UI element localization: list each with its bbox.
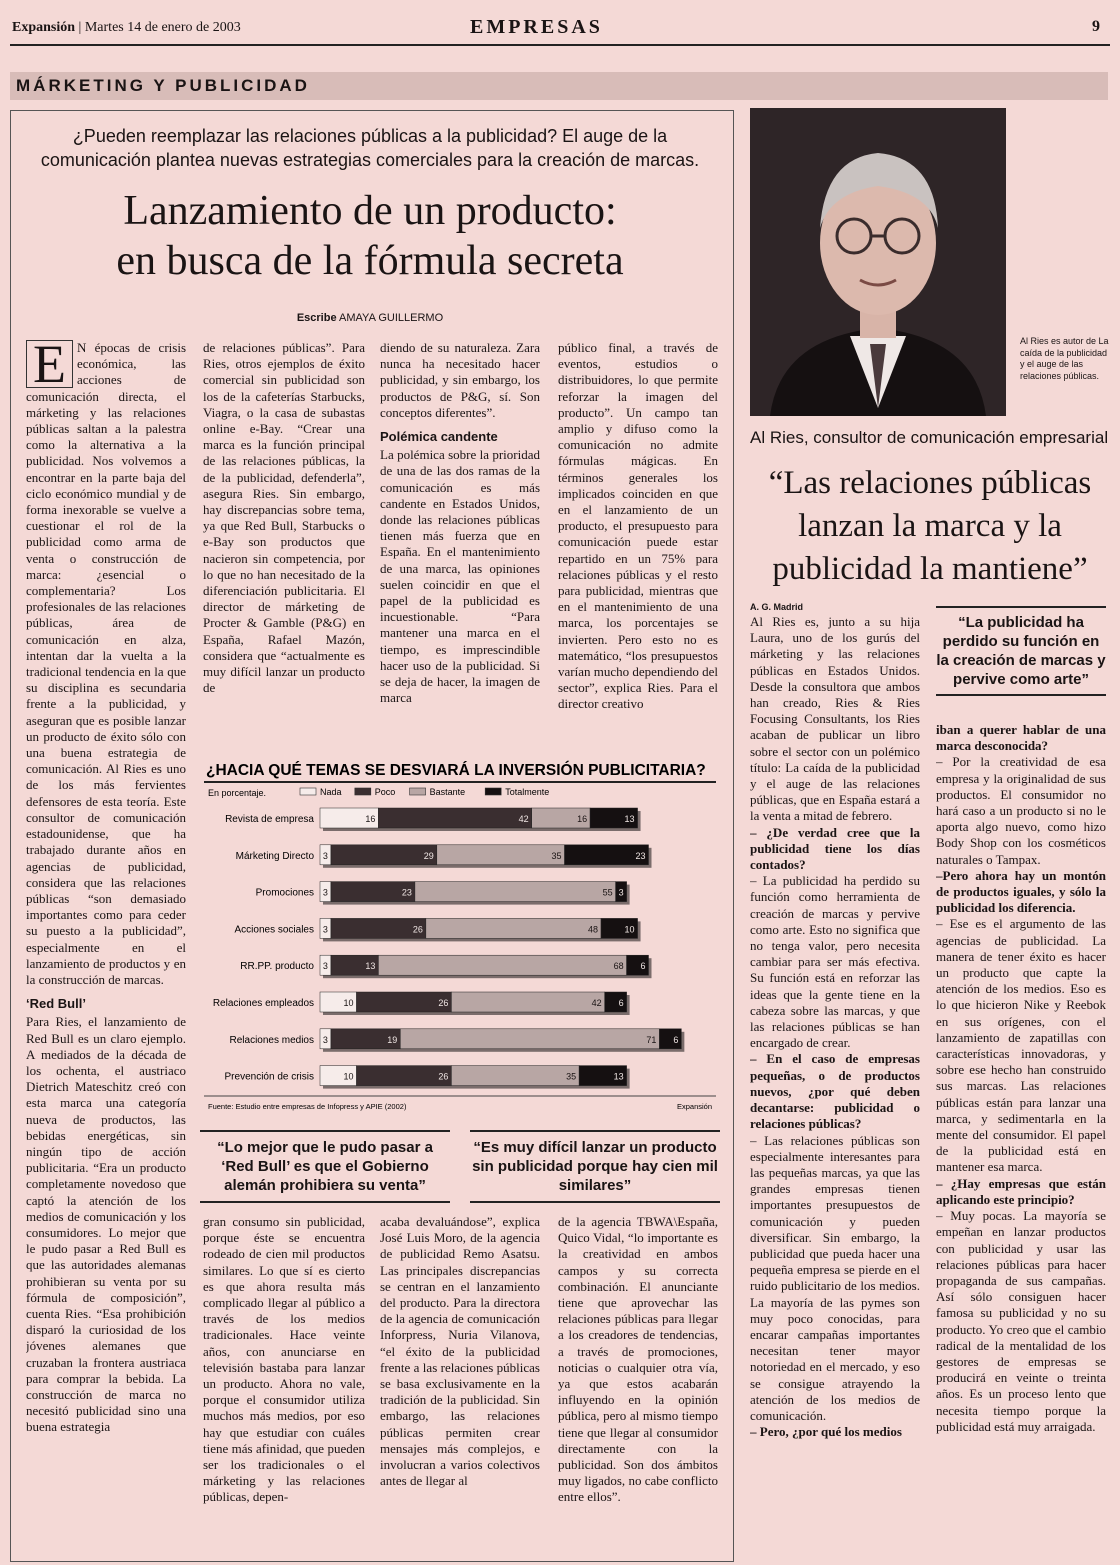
article-column-1	[26, 340, 186, 1560]
bar-5-1	[357, 992, 452, 1012]
byline-label: Escribe	[296, 312, 337, 324]
interview-q2: – En el caso de empresas pequeñas, o de productos nuevos, ¿por qué deben decantarse: publicidad o relaciones públicas?	[750, 1051, 920, 1132]
category-label-7: Prevención de crisis	[224, 1071, 314, 1083]
pullquote-red-bull-text: “Lo mejor que le pudo pasar a ‘Red Bull’ es que el Gobierno alemán prohibiera su venta”	[217, 1139, 433, 1194]
header-left: Expansión | Martes 14 de enero de 2003	[12, 20, 241, 35]
value-label-1-1: 29	[423, 850, 434, 861]
interview-title: “Las relaciones públicas lanzan la marca y la publicidad la mantiene”	[768, 465, 1092, 587]
investment-chart	[200, 756, 720, 1116]
interview-pullquote-text: “La publicidad ha perdido su función en la creación de marcas y pervive como arte”	[936, 614, 1106, 688]
article-column-3-lower	[380, 1214, 540, 1560]
category-label-2: Promociones	[255, 887, 314, 899]
category-label-4: RR.PP. producto	[240, 961, 314, 973]
value-label-6-1: 19	[387, 1034, 398, 1045]
page-header	[0, 0, 1120, 46]
category-label-5: Relaciones empleados	[212, 998, 314, 1009]
value-label-7-0: 10	[343, 1071, 354, 1082]
byline-author: AMAYA GUILLERMO	[339, 312, 444, 324]
value-label-6-2: 71	[646, 1034, 657, 1045]
pullquote-rule-bottom	[470, 1201, 720, 1203]
category-label-1: Márketing Directo	[235, 850, 314, 862]
section-bar-label: MÁRKETING Y PUBLICIDAD	[16, 76, 310, 95]
value-label-5-2: 42	[591, 998, 602, 1008]
interview-a3: – Por la creatividad de esa empresa y la originalidad de sus productos. El consumidor no hará caso a un producto si no le aporta algo nuevo, como hizo Body Shop con los cosméticos naturales o Tampax.	[936, 754, 1106, 867]
interview-q1: – ¿De verdad cree que la publicidad tiene los días contados?	[750, 824, 920, 873]
bar-7-2	[451, 1066, 579, 1086]
article-column-2	[203, 340, 365, 750]
bar-1-2	[437, 845, 565, 865]
pullquote-difficult	[470, 1130, 720, 1203]
chart-credit: Expansión	[676, 1102, 712, 1111]
bar-3-2	[426, 918, 601, 938]
chart-bars	[213, 808, 685, 1089]
bar-0-1	[378, 808, 531, 828]
legend-swatch-1	[355, 788, 371, 795]
pullquote-red-bull	[200, 1130, 450, 1203]
page-number: 9	[1092, 18, 1100, 35]
header-rule	[10, 44, 1110, 46]
value-label-1-0: 3	[322, 850, 328, 861]
dropcap: E	[26, 340, 73, 388]
value-label-4-0: 3	[322, 961, 328, 972]
section-name: EMPRESAS	[470, 16, 603, 38]
chart-svg	[200, 756, 720, 1116]
article-col4b-text: de la agencia TBWA\España, Quico Vidal, “lo importante es la creatividad en ambos campos y su correcta combinación. El anunciante tiene que aprovechar las relaciones públicas para llegar a los creadores de tendencias, a través de promociones, noticias o cualquier otra vía, ya que estos acabarán influyendo en la opinión pública, pero al mismo tiempo tiene que llegar al consumidor directamente con la publicidad. Son dos ámbitos muy ligados, no cabe conflicto entre ellos”.	[558, 1214, 718, 1505]
article-col2-text: de relaciones públicas”. Para Ries, otros ejemplos de éxito comercial sin publicidad son los de la cafeterías Starbucks, Viagra, o la casa de subastas online e-Bay. “Crear una marca es la función principal de las relaciones públicas, la de la publicidad, defenderla”, asegura Ries. Sin embargo, hay discrepancias sobre tema, ya que Red Bull, Starbucks o e-Bay son productos que nacieron sin competencia, por lo que no han necesitado de la diferenciación publicitaria. El director de márketing de Procter & Gamble (P&G) en España, Rafael Mazón, considera que “actualmente es muy difícil lanzar un producto de	[203, 340, 365, 696]
value-label-5-3: 6	[618, 998, 624, 1008]
value-label-7-1: 26	[438, 1071, 449, 1082]
category-label-0: Revista de empresa	[225, 814, 314, 825]
interview-p0: Al Ries es, junto a su hija Laura, uno de los gurús del márketing y las relaciones públicas en Estados Unidos. Desde la consultora que ambos han creado, Ries & Ries Focusing Consultants, los Ries acaban de publicar un libro sobre el sector con un polémico título: La caída de la publicidad y el auge de las relaciones públicas, que en España estará a la venta a mitad de febrero.	[750, 614, 920, 824]
interview-a1: – La publicidad ha perdido su función como herramienta de creación de marcas y pervive como arte. Esto no significa que no tenga valor, pero necesita cambiar para ser más efectiva. Su función está en reforzar las ideas que la gente tiene en la cabeza sobre las marcas, y que las relaciones públicas se han encargado de crear.	[750, 873, 920, 1051]
article-col4-text: público final, a través de eventos, estudios o distribuidores, lo que permite reforzar la imagen del producto”. Un campo tan amplio y difuso como la comunicación no admite fórmulas mágicas. En términos generales los implicados coinciden en que en el lanzamiento de un producto, el presupuesto para comunicación puede estar repartido en un 75% para relaciones públicas y el resto para publicidad, mientras que en el mantenimiento de una marca, los porcentajes se invierten. Pero esto no es matemático, “los presupuestos varían mucho dependiendo del sector”, explica Ries. Para el director creativo	[558, 340, 718, 712]
section-bar	[10, 72, 1108, 100]
value-label-2-3: 3	[618, 887, 624, 898]
value-label-7-2: 35	[566, 1071, 577, 1082]
value-label-1-3: 23	[635, 850, 646, 861]
portrait-photo	[750, 108, 1006, 416]
article-column-4	[558, 340, 718, 750]
value-label-3-1: 26	[412, 924, 423, 935]
subheading-red-bull: ‘Red Bull’	[26, 996, 86, 1012]
value-label-5-0: 10	[343, 998, 354, 1008]
legend-swatch-0	[300, 788, 316, 795]
bar-4-2	[378, 955, 626, 975]
article-title-line1: Lanzamiento de un producto:	[123, 188, 617, 234]
legend-swatch-3	[485, 788, 501, 795]
article-col2b-text: gran consumo sin publicidad, porque éste se encuentra rodeado de cien mil productos similares. Lo que sí es cierto es que ahora resulta más complicado llegar al público a través de los medios tradicionales. Hace veinte años, con anunciarse en televisión bastaba para lanzar un producto. Ahora no vale, porque el consumidor utiliza muchos más medios, por eso hay que estudiar con cuáles tiene más afinidad, que pueden ser los tradicionales o el márketing y las relaciones públicas, depen-	[203, 1214, 365, 1505]
category-label-3: Acciones sociales	[234, 924, 314, 936]
interview-q3-end: iban a querer hablar de una marca desconocida?	[936, 722, 1106, 754]
value-label-2-1: 23	[401, 887, 412, 898]
article-column-2-lower	[203, 1214, 365, 1560]
article-col3b-text: La polémica sobre la prioridad de una de las dos ramas de la comunicación es más candente en Estados Unidos, donde las relaciones públicas tienen más fuerza que en España. En el mantenimiento de una marca, las opiniones suelen coincidir en que el papel de la publicidad es incuestionable. “Para mantener una marca en el tiempo, es imprescindible hacer uso de la publicidad. Si se deja de hacer, la imagen de marca	[380, 447, 540, 706]
legend-label-1: Poco	[374, 787, 396, 797]
bar-1-1	[331, 845, 437, 865]
article-kicker: ¿Pueden reemplazar las relaciones públicas a la publicidad? El auge de la comunicación plantea nuevas estrategias comerciales para la creación de marcas.	[40, 126, 700, 170]
publication-name: Expansión	[12, 20, 76, 35]
pullquote-rule-bottom	[936, 694, 1106, 696]
article-title-line2: en busca de la fórmula secreta	[116, 238, 624, 284]
subheading-polemica: Polémica candente	[380, 429, 498, 445]
value-label-3-0: 3	[322, 924, 328, 935]
value-label-3-3: 10	[624, 924, 635, 935]
interview-a5: – Muy pocas. La mayoría se empeñan en lanzar productos con publicidad y usar las relaciones públicas para hacer propaganda de sus campañas. Así sólo consiguen hacer famosa su publicidad y no su producto. Yo creo que el cambio radical de la mentalidad de los gestores de empresas se producirá en veinte o treinta años. Es un proceso lento que necesita tiempo porque la publicidad está muy arraigada.	[936, 1208, 1106, 1434]
interview-a2: – Las relaciones públicas son especialmente interesantes para las pequeñas marcas, ya que las grandes empresas tienen importantes presupuestos de comunicación y pueden diversificar. Sin embargo, la publicidad que pueda hacer una pequeña empresa se pierde en el ruido publicitario de los medios. La mayoría de las pymes son muy poco conocidas, para encarar campañas importantes necesitan tener mayor notoriedad en el mercado, y eso se consigue atrayendo la atención de los medios de comunicación.	[750, 1132, 920, 1423]
article-col1b-text: Para Ries, el lanzamiento de Red Bull es un claro ejemplo. A mediados de la década de los ochenta, el austriaco Dietrich Mateschitz creó con esta marca una categoría nueva de productos, las bebidas energéticas, sin ningún tipo de acción publicitaria. “Era un producto completamente novedoso que captó la atención de los medios de comunicación y los consumidores. Lo mejor que le pudo pasar a Red Bull es que las autoridades alemanas prohibieran su venta por su fórmula de composición”, cuenta Ries. “Esa prohibición disparó la curiosidad de los jóvenes alemanes que cruzaban la frontera austriaca para comprar la bebida. La construcción de marca no necesitó publicidad sino una buena estrategia	[26, 1014, 186, 1435]
value-label-6-0: 3	[322, 1034, 328, 1045]
interview-pullquote	[936, 606, 1106, 696]
article-title	[20, 186, 720, 286]
value-label-6-3: 6	[673, 1034, 679, 1045]
article-col3-text: diendo de su naturaleza. Zara nunca ha necesitado hacer publicidad, y sin embargo, los productos de P&G, sí. Son conceptos diferentes”.	[380, 340, 540, 420]
value-label-0-0: 16	[365, 814, 376, 824]
article-column-4-lower	[558, 1214, 718, 1560]
pullquote-rule-bottom	[200, 1201, 450, 1203]
byline	[20, 312, 720, 324]
chart-unit-note: En porcentaje.	[208, 788, 267, 798]
value-label-2-0: 3	[322, 887, 328, 898]
publication-date: Martes 14 de enero de 2003	[84, 20, 241, 35]
legend-swatch-2	[410, 788, 426, 795]
interview-column-2	[936, 722, 1106, 1560]
value-label-4-3: 6	[640, 961, 646, 972]
bar-3-1	[331, 918, 426, 938]
chart-title: ¿HACIA QUÉ TEMAS SE DESVIARÁ LA INVERSIÓN PUBLICITARIA?	[206, 762, 706, 779]
value-label-7-3: 13	[613, 1071, 624, 1082]
value-label-4-1: 13	[365, 961, 376, 972]
value-label-0-2: 16	[577, 814, 588, 824]
category-label-6: Relaciones medios	[229, 1034, 314, 1046]
interview-q4: –Pero ahora hay un montón de productos iguales, y sólo la publicidad los diferencia.	[936, 867, 1106, 916]
value-label-1-2: 35	[551, 850, 562, 861]
article-col1-text: N épocas de crisis económica, las acciones de comunicación directa, el márketing y las relaciones públicas saltan a la palestra como la alternativa a la publicidad. Nos volvemos a encontrar en la parte baja del ciclo económico mundial y de forma inexorable se vuelve a cuestionar el rol de la publicidad como arma de venta o construcción de marca: ¿esencial o complementaria? Los profesionales de las relaciones públicas, área de comunicación en alza, intentan dar la vuelta a la tradicional tendencia en la que su disciplina es secundaria frente a la publicidad, y aseguran que es posible lanzar un producto de éxito sólo con una buena estrategia de comunicación. Al Ries es uno de los más fervientes defensores de esta teoría. Este consultor de comunicación estadounidense, que ha trabajado durante años en agencias de publicidad, considera que las relaciones públicas “son demasiado importantes como para ceder su puesto a la publicidad”, especialmente en el lanzamiento de productos y en la construcción de marcas.	[26, 340, 186, 987]
article-column-3	[380, 340, 540, 750]
bar-2-2	[415, 882, 616, 902]
value-label-4-2: 68	[613, 961, 624, 972]
value-label-0-3: 13	[624, 814, 635, 824]
legend-label-2: Bastante	[429, 787, 466, 797]
portrait-illustration	[750, 108, 1006, 416]
interview-q3-start: – Pero, ¿por qué los medios	[750, 1424, 902, 1440]
value-label-3-2: 48	[588, 924, 599, 935]
legend-label-3: Totalmente	[505, 787, 550, 797]
interview-location: A. G. Madrid	[750, 602, 804, 612]
pullquote-difficult-text: “Es muy difícil lanzar un producto sin publicidad porque hay cien mil similares”	[472, 1139, 718, 1194]
photo-caption: Al Ries es autor de La caída de la publicidad y el auge de las relaciones públicas.	[1020, 336, 1109, 381]
interview-a4: – Ese es el argumento de las agencias de publicidad. La manera de tener éxito es hacer un producto que capte la atención de los medios. Eso es lo que hicieron Nike y Reebok en sus orígenes, con el lanzamiento de zapatillas con características innovadoras, y sobre ese hecho han construido sus marcas. Las relaciones públicas están para lanzar una marca, y sedimentarla en la mente del consumidor. El papel de la publicidad está en mantener esa marca.	[936, 916, 1106, 1175]
value-label-2-2: 55	[602, 887, 613, 898]
bar-5-2	[451, 992, 604, 1012]
bar-6-2	[400, 1029, 659, 1049]
legend-label-0: Nada	[320, 787, 342, 797]
value-label-5-1: 26	[438, 998, 449, 1008]
interview-kicker: Al Ries, consultor de comunicación empresarial	[750, 428, 1109, 447]
chart-source: Fuente: Estudio entre empresas de Infopress y APIE (2002)	[208, 1102, 407, 1111]
interview-q5: – ¿Hay empresas que están aplicando este principio?	[936, 1175, 1106, 1207]
bar-7-1	[357, 1066, 452, 1086]
article-col3c-text: acaba devaluándose”, explica José Luis Moro, de la agencia de publicidad Remo Asatsu. Las principales discrepancias se centran en el lanzamiento del producto. Para la directora de la agencia de comunicación Inforpress, Nuria Vilanova, “el éxito de la publicidad frente a las relaciones públicas se basa exclusivamente en la tradición de la publicidad. Sin embargo, las relaciones públicas permiten crear mensajes más complejos, e involucran a varios colectivos antes de llegar al	[380, 1214, 540, 1489]
chart-legend	[300, 787, 549, 797]
interview-column-1	[750, 614, 920, 1560]
value-label-0-1: 42	[518, 814, 529, 824]
